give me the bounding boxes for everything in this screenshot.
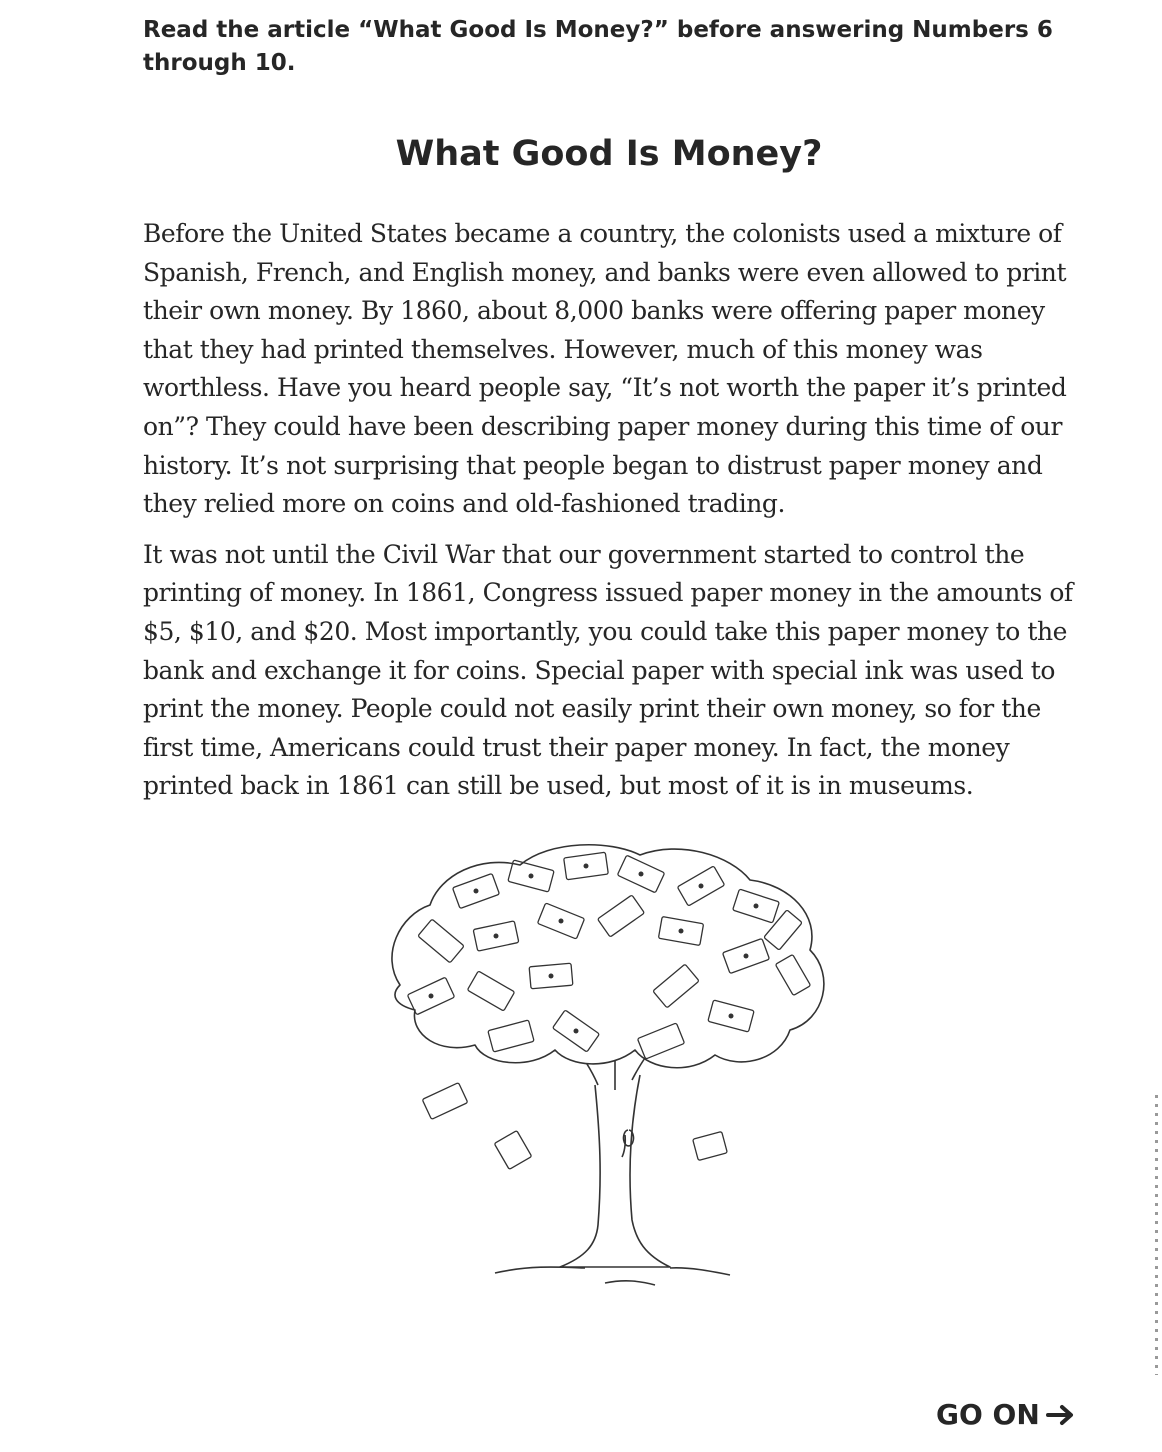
money-tree-icon [370,835,850,1295]
instructions: Read the article “What Good Is Money?” before answering Numbers 6 through 10. [143,17,1053,76]
article-paragraph-1: Before the United States became a country, the colonists used a mixture of Spanish, French, and English money, and banks were even allowed to print their own money. By 1860, about 8,000 banks were offering paper money that they had printed themselves. However, much of this money was worthless. Have you heard people say, “It’s not worth the paper it’s printed on”? They could have been describing paper money during this time of our history. It’s not surprising that people began to distrust paper money and they relied more on coins and old-fashioned trading. [143,219,1067,519]
go-on-indicator [936,1396,1076,1434]
go-on-label: GO ON [936,1398,1040,1431]
margin-copyright-strip [1155,1095,1158,1375]
article-title: What Good Is Money? [395,134,823,174]
money-tree-illustration [370,835,850,1295]
arrow-right-icon [1046,1403,1076,1427]
article-body [143,215,1093,818]
article-paragraph-2: It was not until the Civil War that our government started to control the printing of money. In 1861, Congress issued paper money in the amounts of $5, $10, and $20. Most importantly, you could take this paper money to the bank and exchange it for coins. Special paper with special ink was used to print the money. People could not easily print their own money, so for the first time, Americans could trust their paper money. In fact, the money printed back in 1861 can still be used, but most of it is in museums. [143,539,1073,801]
